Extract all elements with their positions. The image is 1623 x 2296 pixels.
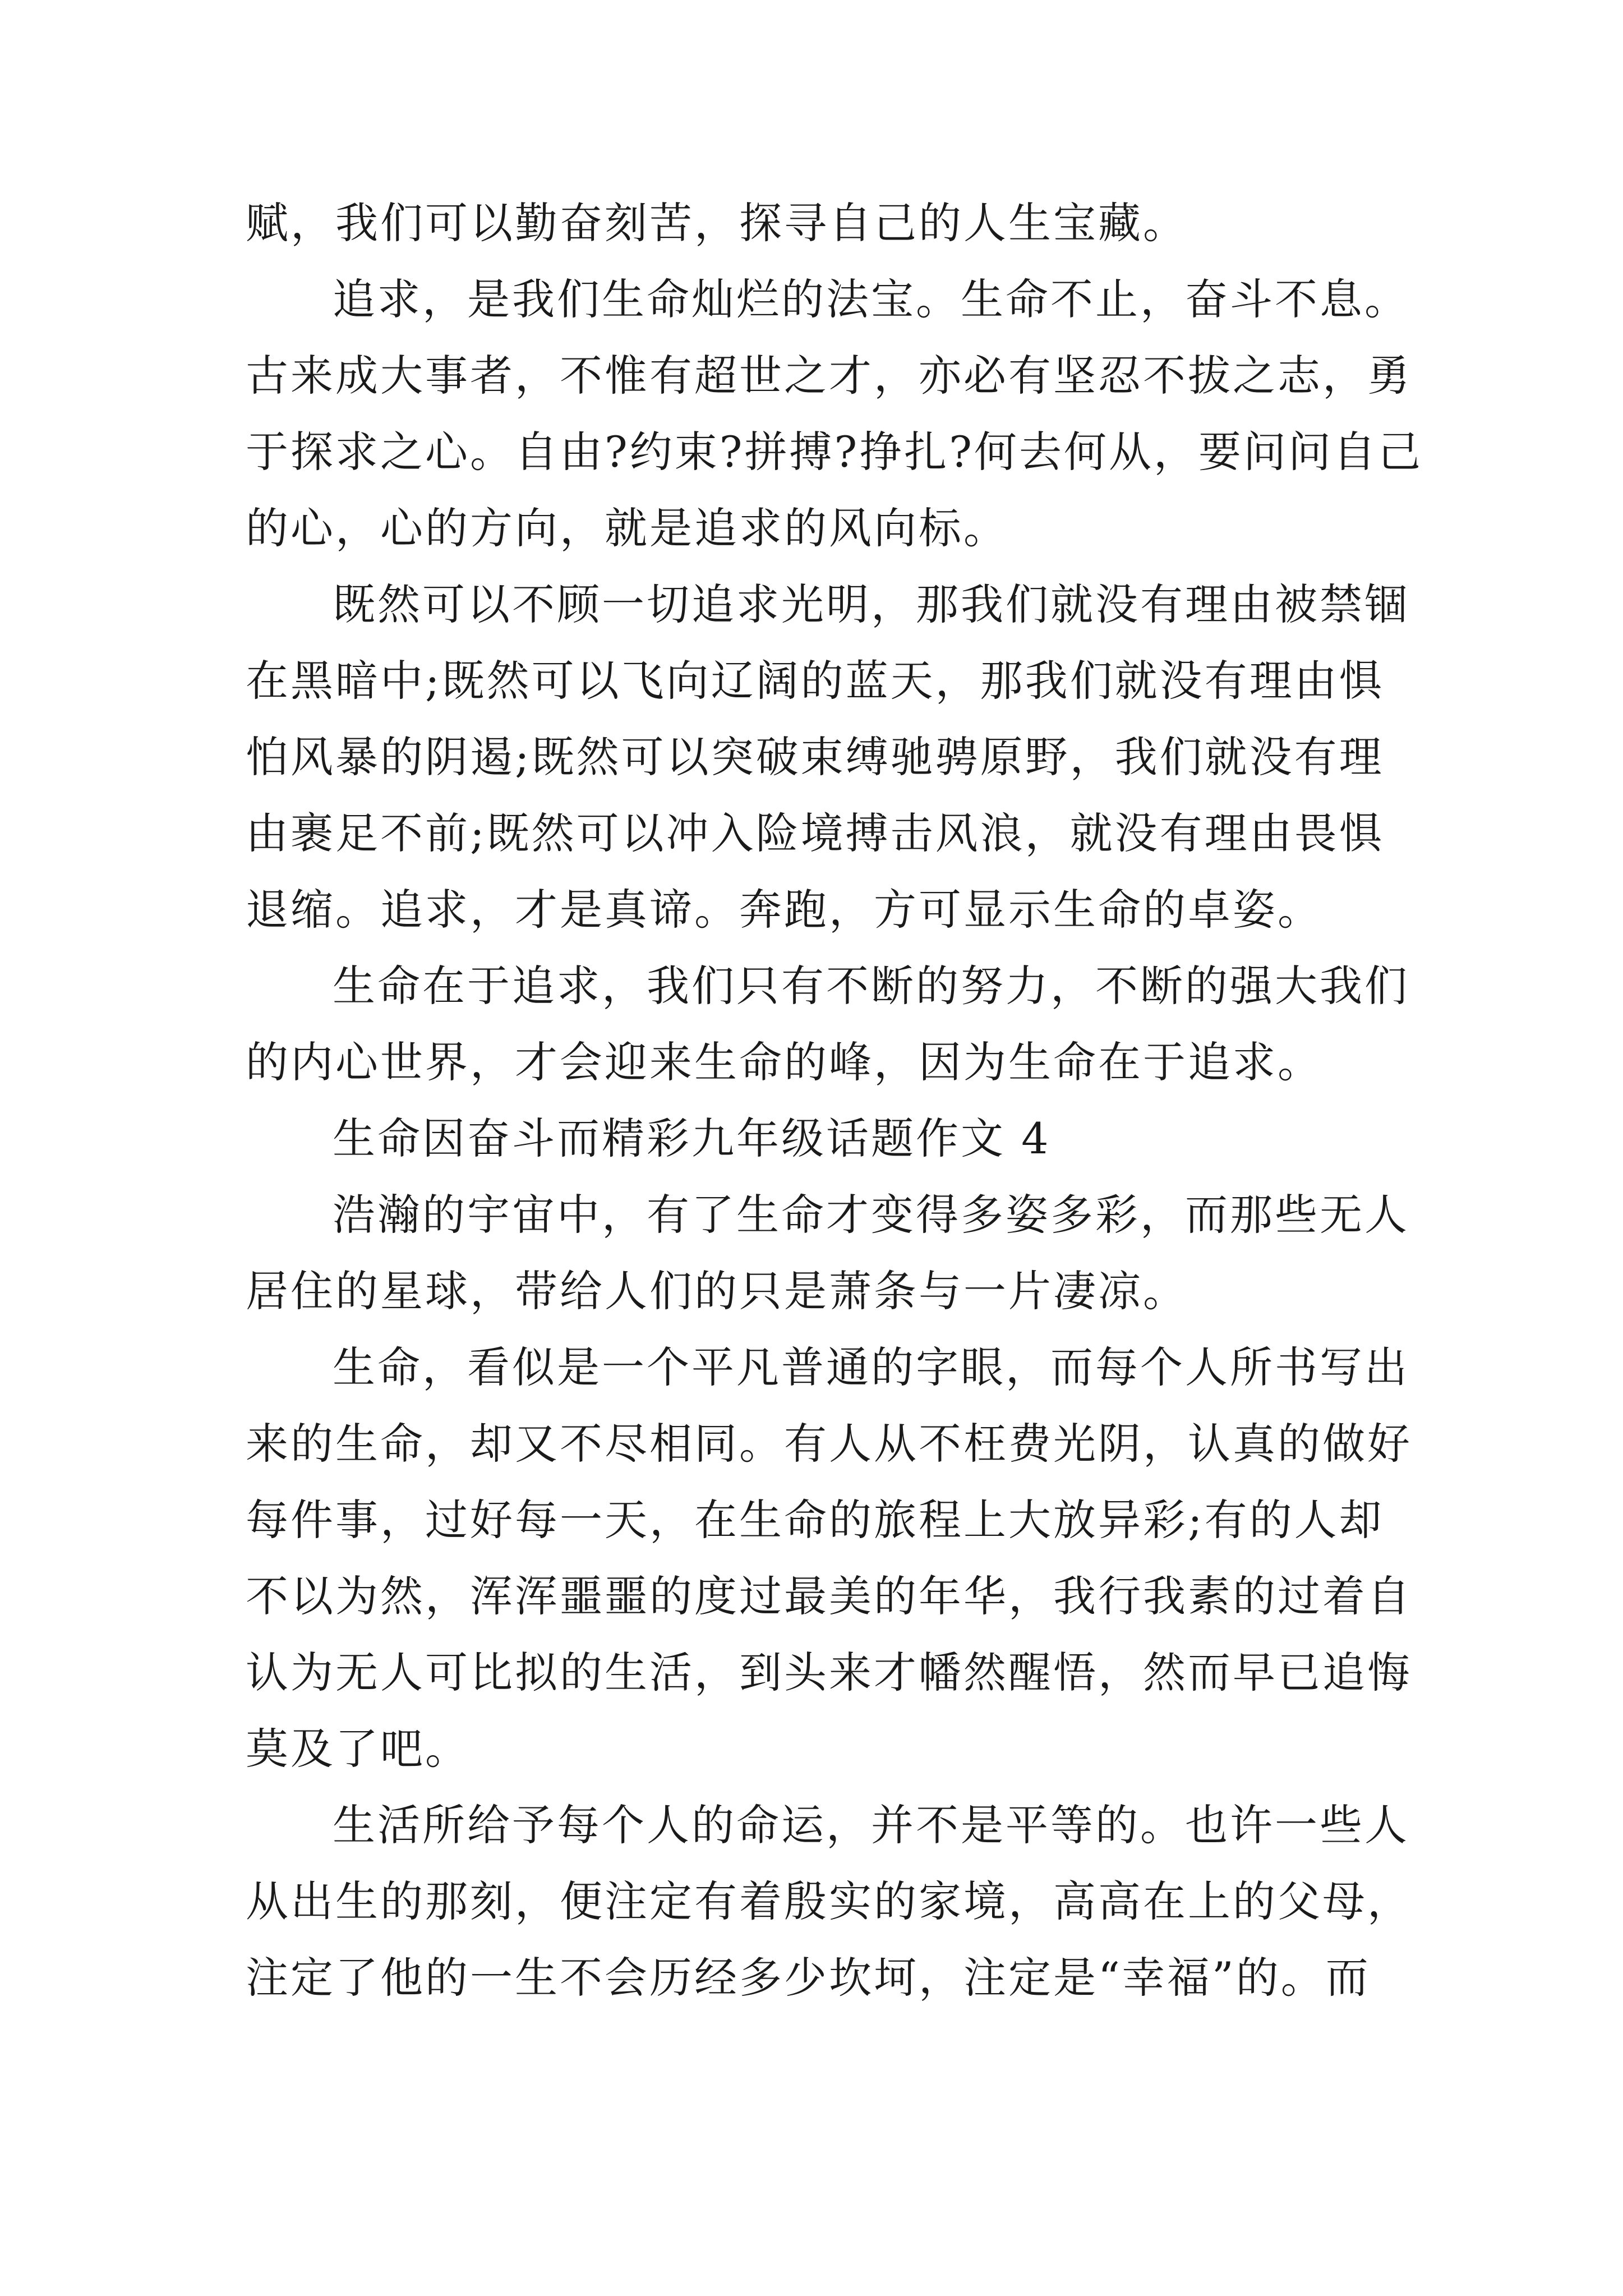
text-line: 的内心世界，才会迎来生命的峰，因为生命在于追求。 <box>246 1037 1322 1087</box>
text-line: 莫及了吧。 <box>246 1724 470 1774</box>
paragraph-start-line: 生命，看似是一个平凡普通的字眼，而每个人所书写出 <box>333 1342 1409 1392</box>
text-line: 的心，心的方向，就是追求的风向标。 <box>246 503 1008 553</box>
text-line: 古来成大事者，不惟有超世之才，亦必有坚忍不拔之志，勇 <box>246 351 1412 401</box>
text-line: 不以为然，浑浑噩噩的度过最美的年华，我行我素的过着自 <box>246 1571 1412 1621</box>
paragraph-start-line: 生活所给予每个人的命运，并不是平等的。也许一些人 <box>333 1800 1409 1850</box>
text-line: 从出生的那刻，便注定有着殷实的家境，高高在上的父母， <box>246 1876 1412 1926</box>
text-line: 来的生命，却又不尽相同。有人从不枉费光阴，认真的做好 <box>246 1419 1412 1469</box>
text-line: 每件事，过好每一天，在生命的旅程上大放异彩;有的人却 <box>246 1495 1384 1545</box>
text-line: 退缩。追求，才是真谛。奔跑，方可显示生命的卓姿。 <box>246 885 1322 935</box>
text-line: 由裹足不前;既然可以冲入险境搏击风浪，就没有理由畏惧 <box>246 808 1384 858</box>
text-line: 认为无人可比拟的生活，到头来才幡然醒悟，然而早已追悔 <box>246 1648 1412 1697</box>
paragraph-start-line: 既然可以不顾一切追求光明，那我们就没有理由被禁锢 <box>333 579 1409 629</box>
text-line: 怕风暴的阴遏;既然可以突破束缚驰骋原野，我们就没有理 <box>246 732 1384 782</box>
text-line: 注定了他的一生不会历经多少坎坷，注定是“幸福”的。而 <box>246 1953 1371 2003</box>
paragraph-start-line: 追求，是我们生命灿烂的法宝。生命不止，奋斗不息。 <box>333 274 1409 324</box>
paragraph-start-line: 生命在于追求，我们只有不断的努力，不断的强大我们 <box>333 961 1409 1011</box>
essay-body <box>246 185 1423 2016</box>
text-line: 在黑暗中;既然可以飞向辽阔的蓝天，那我们就没有理由惧 <box>246 656 1384 706</box>
text-line: 赋，我们可以勤奋刻苦，探寻自己的人生宝藏。 <box>246 198 1188 248</box>
text-line: 于探求之心。自由?约束?拼搏?挣扎?何去何从，要问问自己 <box>246 427 1423 477</box>
text-line: 居住的星球，带给人们的只是萧条与一片凄凉。 <box>246 1266 1188 1316</box>
paragraph-start-line: 浩瀚的宇宙中，有了生命才变得多姿多彩，而那些无人 <box>333 1190 1409 1240</box>
section-heading: 生命因奋斗而精彩九年级话题作文 4 <box>333 1114 1051 1163</box>
